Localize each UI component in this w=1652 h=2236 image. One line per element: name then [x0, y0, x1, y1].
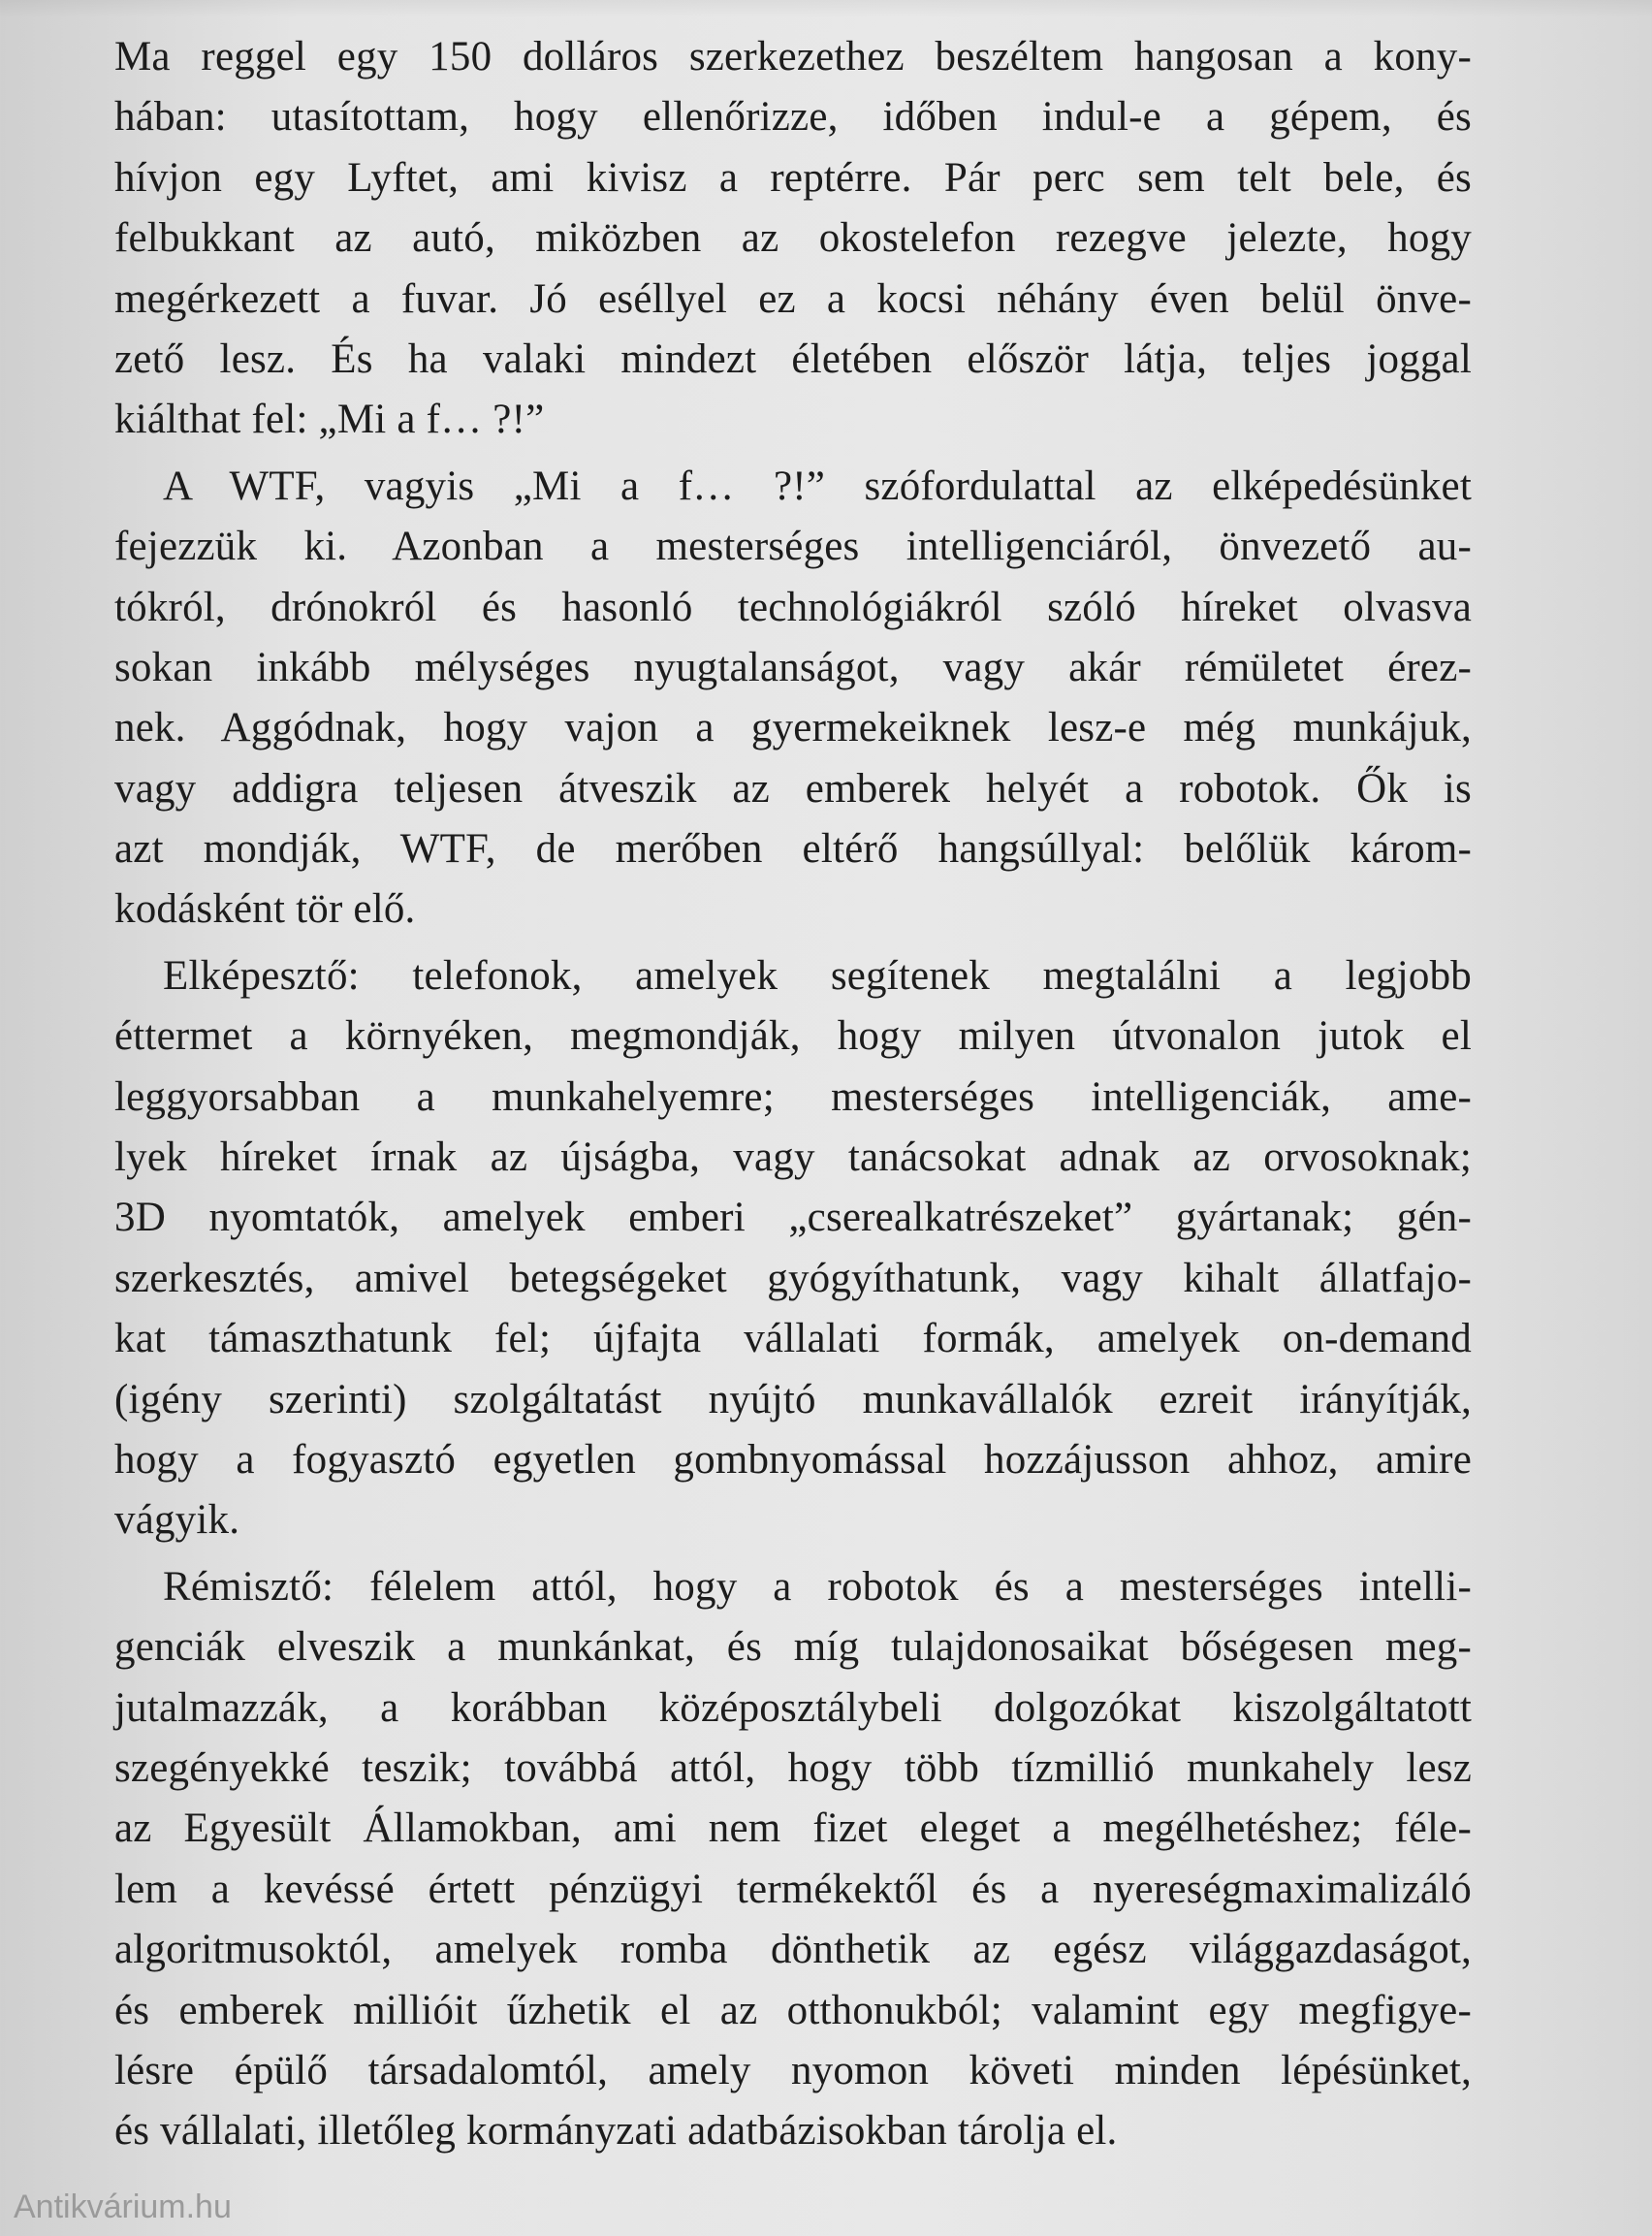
- text-line: jutalmazzák, a korábban középosztálybeli dolgozókat kiszolgáltatott: [114, 1684, 1472, 1731]
- text-line: és emberek millióit űzhetik el az otthonukból; valamint egy megfigye-: [114, 1987, 1472, 2033]
- footer-watermark-text: Antikvárium.hu: [14, 2188, 232, 2225]
- text-line: kiálthat fel: „Mi a f… ?!”: [114, 397, 545, 443]
- paragraph: [114, 27, 1472, 451]
- text-line: vágyik.: [114, 1497, 240, 1544]
- paragraph: [114, 457, 1472, 941]
- text-line: kat támaszthatunk fel; újfajta vállalati formák, amelyek on-demand: [114, 1316, 1472, 1362]
- text-line: fejezzük ki. Azonban a mesterséges intelligenciáról, önvezető au-: [114, 524, 1472, 570]
- text-line: felbukkant az autó, miközben az okostelefon rezegve jelezte, hogy: [114, 215, 1472, 262]
- text-line: sokan inkább mélységes nyugtalanságot, vagy akár rémületet érez-: [114, 644, 1472, 690]
- text-line: zető lesz. És ha valaki mindezt életében először látja, teljes joggal: [114, 335, 1472, 382]
- text-line: algoritmusoktól, amelyek romba dönthetik az egész világgazdaságot,: [114, 1927, 1472, 1973]
- text-line: szegényekké teszik; továbbá attól, hogy több tízmillió munkahely lesz: [114, 1744, 1472, 1791]
- text-line: azt mondják, WTF, de merőben eltérő hangsúllyal: belőlük károm-: [114, 826, 1472, 873]
- text-line: és vállalati, illetőleg kormányzati adatbázisokban tárolja el.: [114, 2108, 1118, 2155]
- text-line: szerkesztés, amivel betegségeket gyógyíthatunk, vagy kihalt állatfajo-: [114, 1255, 1472, 1301]
- text-line: hívjon egy Lyftet, ami kivisz a reptérre. Pár perc sem telt bele, és: [114, 154, 1472, 201]
- text-line: tókról, drónokról és hasonló technológiákról szóló híreket olvasva: [114, 584, 1472, 630]
- text-line: Ma reggel egy 150 dolláros szerkezethez beszéltem hangosan a kony-: [114, 34, 1472, 80]
- body-text: [114, 27, 1472, 2162]
- text-line: hogy a fogyasztó egyetlen gombnyomással hozzájusson ahhoz, amire: [114, 1436, 1472, 1483]
- text-line: Rémisztő: félelem attól, hogy a robotok és a mesterséges intelli-: [163, 1563, 1472, 1610]
- text-line: Elképesztő: telefonok, amelyek segítenek megtalálni a legjobb: [163, 952, 1472, 999]
- text-line: hában: utasítottam, hogy ellenőrizze, időben indul-e a gépem, és: [114, 94, 1472, 141]
- text-line: A WTF, vagyis „Mi a f… ?!” szófordulattal az elképedésünket: [163, 463, 1472, 509]
- paragraph: [114, 1557, 1472, 2162]
- text-line: 3D nyomtatók, amelyek emberi „cserealkatrészeket” gyártanak; gén-: [114, 1195, 1472, 1241]
- paragraph: [114, 946, 1472, 1551]
- text-line: éttermet a környéken, megmondják, hogy milyen útvonalon jutok el: [114, 1013, 1472, 1060]
- text-line: nek. Aggódnak, hogy vajon a gyermekeiknek lesz-e még munkájuk,: [114, 705, 1472, 751]
- text-line: genciák elveszik a munkánkat, és míg tulajdonosaikat bőségesen meg-: [114, 1624, 1472, 1671]
- text-line: az Egyesült Államokban, ami nem fizet eleget a megélhetéshez; féle-: [114, 1805, 1472, 1852]
- text-line: leggyorsabban a munkahelyemre; mesterséges intelligenciák, ame-: [114, 1073, 1472, 1120]
- page-shadow: [0, 0, 1652, 17]
- text-line: lésre épülő társadalomtól, amely nyomon követi minden lépésünket,: [114, 2047, 1472, 2093]
- text-line: lyek híreket írnak az újságba, vagy tanácsokat adnak az orvosoknak;: [114, 1134, 1472, 1181]
- text-line: (igény szerinti) szolgáltatást nyújtó munkavállalók ezreit irányítják,: [114, 1376, 1472, 1422]
- text-line: kodásként tör elő.: [114, 886, 416, 933]
- text-line: lem a kevéssé értett pénzügyi termékektől és a nyereségmaximalizáló: [114, 1866, 1472, 1912]
- text-line: vagy addigra teljesen átveszik az emberek helyét a robotok. Ők is: [114, 765, 1472, 812]
- text-line: megérkezett a fuvar. Jó eséllyel ez a kocsi néhány éven belül önve-: [114, 275, 1472, 322]
